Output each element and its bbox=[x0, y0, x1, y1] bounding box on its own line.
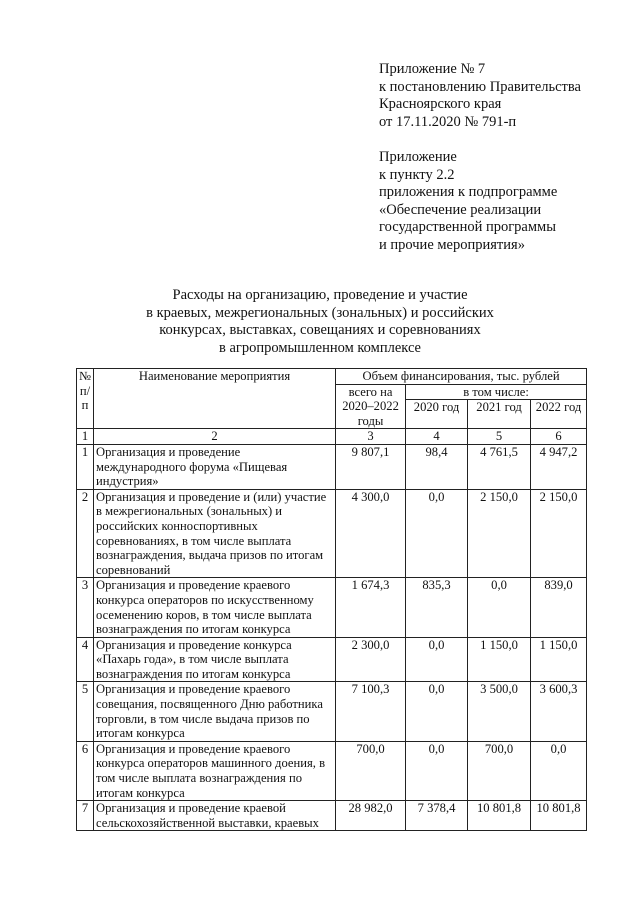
row-total: 7 100,3 bbox=[336, 682, 406, 741]
row-2022: 10 801,8 bbox=[531, 801, 587, 831]
col-number: 2 bbox=[94, 429, 336, 445]
appendix-block bbox=[379, 149, 557, 254]
row-name: Организация и проведение краевого конкурса операторов по искусственному осеменению коров, в том числе выплата вознаграждения по итогам конкурса bbox=[94, 578, 336, 637]
row-name: Организация и проведение конкурса «Пахарь года», в том числе выплата вознаграждения по итогам конкурса bbox=[94, 637, 336, 682]
table-row bbox=[77, 578, 587, 637]
row-number: 1 bbox=[77, 444, 94, 489]
table-row bbox=[77, 741, 587, 800]
row-total: 4 300,0 bbox=[336, 489, 406, 578]
col-number: 6 bbox=[531, 429, 587, 445]
row-2022: 0,0 bbox=[531, 741, 587, 800]
row-name: Организация и проведение краевой сельскохозяйственной выставки, краевых bbox=[94, 801, 336, 831]
header-volume: Объем финансирования, тыс. рублей bbox=[336, 369, 587, 385]
row-total: 2 300,0 bbox=[336, 637, 406, 682]
column-number-row bbox=[77, 429, 587, 445]
title-line: конкурсах, выставках, совещаниях и соревнованиях bbox=[159, 322, 481, 338]
row-name: Организация и проведение краевого совещания, посвященного Дню работника торговли, в том числе выдача призов по итогам конкурса bbox=[94, 682, 336, 741]
row-2022: 839,0 bbox=[531, 578, 587, 637]
header-line: Приложение № 7 bbox=[379, 61, 486, 77]
col-number: 5 bbox=[468, 429, 531, 445]
appendix-line: государственной программы bbox=[379, 219, 556, 235]
expenses-table bbox=[76, 368, 587, 831]
title-line: в краевых, межрегиональных (зональных) и российских bbox=[146, 304, 494, 321]
row-number: 4 bbox=[77, 637, 94, 682]
table-row bbox=[77, 444, 587, 489]
document-title bbox=[60, 287, 580, 357]
row-number: 5 bbox=[77, 682, 94, 741]
appendix-line: к пункту 2.2 bbox=[379, 166, 455, 183]
header-line: к постановлению Правительства bbox=[379, 78, 581, 95]
title-line: Расходы на организацию, проведение и участие bbox=[172, 287, 468, 303]
row-2020: 0,0 bbox=[406, 489, 468, 578]
row-2022: 4 947,2 bbox=[531, 444, 587, 489]
header-line: от 17.11.2020 № 791-п bbox=[379, 113, 517, 130]
header-2022: 2022 год bbox=[531, 400, 587, 429]
col-number: 4 bbox=[406, 429, 468, 445]
row-number: 3 bbox=[77, 578, 94, 637]
appendix-line: и прочие мероприятия» bbox=[379, 236, 525, 253]
row-2021: 0,0 bbox=[468, 578, 531, 637]
row-number: 2 bbox=[77, 489, 94, 578]
row-2020: 0,0 bbox=[406, 637, 468, 682]
col-number: 3 bbox=[336, 429, 406, 445]
row-number: 7 bbox=[77, 801, 94, 831]
row-name: Организация и проведение и (или) участие в межрегиональных (зональных) и российских конноспортивных соревнованиях, в том числе выплата вознаграждения, выдача призов по итогам соревнований bbox=[94, 489, 336, 578]
row-2021: 1 150,0 bbox=[468, 637, 531, 682]
row-2020: 835,3 bbox=[406, 578, 468, 637]
table-row bbox=[77, 489, 587, 578]
header-line: Красноярского края bbox=[379, 96, 502, 112]
appendix-line: «Обеспечение реализации bbox=[379, 201, 542, 218]
title-line: в агропромышленном комплексе bbox=[218, 339, 421, 356]
table-row bbox=[77, 801, 587, 831]
row-2020: 0,0 bbox=[406, 682, 468, 741]
table-body bbox=[77, 444, 587, 830]
header-block bbox=[379, 61, 581, 131]
row-total: 9 807,1 bbox=[336, 444, 406, 489]
row-2021: 10 801,8 bbox=[468, 801, 531, 831]
row-total: 28 982,0 bbox=[336, 801, 406, 831]
row-2021: 3 500,0 bbox=[468, 682, 531, 741]
row-2022: 1 150,0 bbox=[531, 637, 587, 682]
header-num: № п/п bbox=[77, 369, 94, 429]
row-2021: 700,0 bbox=[468, 741, 531, 800]
row-2020: 98,4 bbox=[406, 444, 468, 489]
row-name: Организация и проведение краевого конкурса операторов машинного доения, в том числе выплата вознаграждения по итогам конкурса bbox=[94, 741, 336, 800]
row-2021: 2 150,0 bbox=[468, 489, 531, 578]
table-row bbox=[77, 682, 587, 741]
table-row bbox=[77, 637, 587, 682]
header-total: всего на 2020–2022 годы bbox=[336, 384, 406, 429]
appendix-line: приложения к подпрограмме bbox=[379, 184, 558, 200]
row-name: Организация и проведение международного форума «Пищевая индустрия» bbox=[94, 444, 336, 489]
row-total: 1 674,3 bbox=[336, 578, 406, 637]
row-2022: 3 600,3 bbox=[531, 682, 587, 741]
row-2020: 7 378,4 bbox=[406, 801, 468, 831]
row-2021: 4 761,5 bbox=[468, 444, 531, 489]
row-2020: 0,0 bbox=[406, 741, 468, 800]
row-2022: 2 150,0 bbox=[531, 489, 587, 578]
header-2021: 2021 год bbox=[468, 400, 531, 429]
header-2020: 2020 год bbox=[406, 400, 468, 429]
header-including: в том числе: bbox=[406, 384, 587, 400]
row-number: 6 bbox=[77, 741, 94, 800]
appendix-line: Приложение bbox=[379, 149, 457, 165]
header-name: Наименование мероприятия bbox=[94, 369, 336, 429]
row-total: 700,0 bbox=[336, 741, 406, 800]
col-number: 1 bbox=[77, 429, 94, 445]
